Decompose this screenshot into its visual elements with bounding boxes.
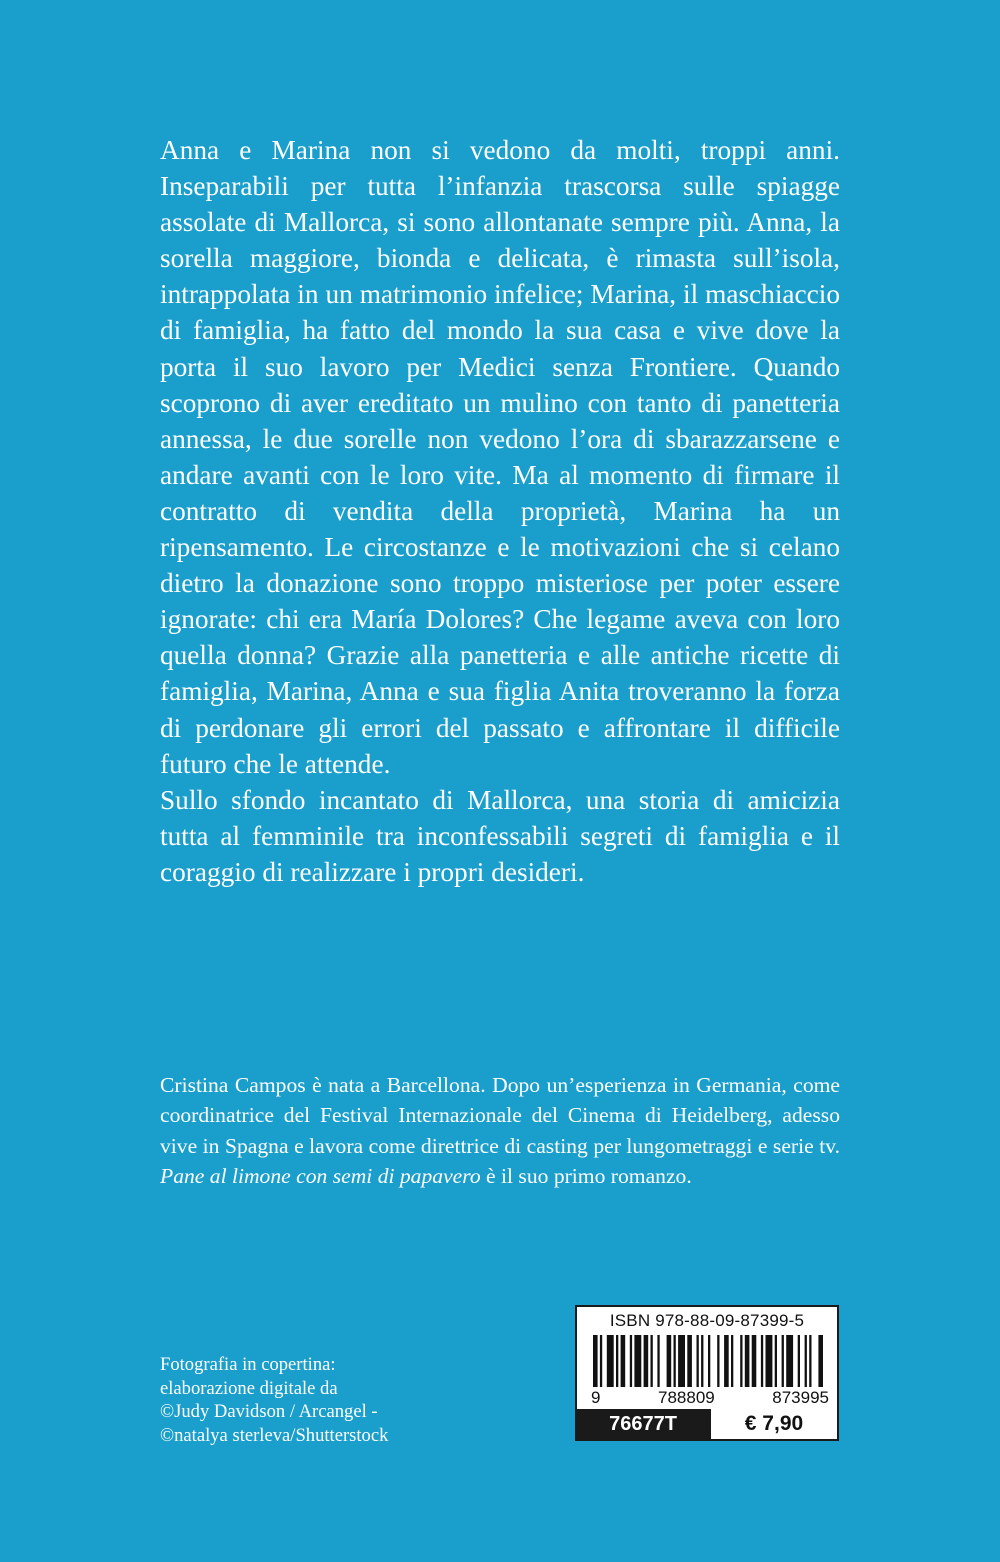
- barcode-bar: [644, 1335, 649, 1387]
- synopsis-paragraph-2: Sullo sfondo incantato di Mallorca, una storia di amicizia tutta al femminile tra inconfessabili segreti di famiglia e il coraggio di realizzare i propri desideri.: [160, 784, 840, 887]
- author-bio: [160, 1070, 840, 1192]
- barcode-bar: [593, 1335, 598, 1387]
- barcode-bar: [786, 1335, 793, 1387]
- credit-line: ©Judy Davidson / Arcangel -: [160, 1401, 378, 1423]
- bio-book-title: Pane al limone con semi di papavero: [160, 1164, 481, 1189]
- barcode-bars: [587, 1335, 827, 1391]
- barcode-bar: [745, 1335, 750, 1387]
- barcode-digit-group: 9: [591, 1388, 601, 1407]
- barcode-bar: [782, 1335, 784, 1387]
- barcode-bar: [775, 1335, 777, 1387]
- credit-line: ©natalya sterleva/Shutterstock: [160, 1424, 389, 1446]
- isbn-barcode-box: [575, 1305, 839, 1441]
- barcode-bar: [621, 1335, 626, 1387]
- barcode-bottom-bar: [577, 1409, 837, 1439]
- isbn-label: ISBN 978-88-09-87399-5: [609, 1311, 805, 1330]
- barcode-bar: [724, 1335, 729, 1387]
- barcode-bar: [818, 1335, 823, 1387]
- book-synopsis: [160, 132, 840, 890]
- barcode-bar: [731, 1335, 733, 1387]
- barcode-bar: [674, 1335, 676, 1387]
- barcode-bar: [805, 1335, 807, 1387]
- barcode-bar: [809, 1335, 811, 1387]
- barcode-digit-group: 788809: [658, 1388, 715, 1407]
- barcode-bar: [651, 1335, 653, 1387]
- barcode-bar: [740, 1335, 742, 1387]
- credit-line: Fotografia in copertina:: [160, 1354, 336, 1375]
- barcode-bar: [616, 1335, 618, 1387]
- author-bio-paragraph: [160, 1070, 840, 1192]
- credit-line: elaborazione digitale da: [160, 1377, 338, 1399]
- barcode-bar: [708, 1335, 710, 1387]
- barcode-bar: [667, 1335, 672, 1387]
- cover-photo-credits: [160, 1353, 460, 1447]
- barcode-digits: [591, 1388, 829, 1408]
- barcode-bar: [687, 1335, 692, 1387]
- barcode-bar: [701, 1335, 703, 1387]
- product-code: 76677T: [577, 1409, 709, 1439]
- price-label: € 7,90: [709, 1409, 837, 1439]
- barcode-bar: [607, 1335, 614, 1387]
- barcode-bar: [630, 1335, 632, 1387]
- synopsis-paragraph-1: Anna e Marina non si vedono da molti, troppi anni. Inseparabili per tutta l’infanzia trascorsa sulle spiagge assolate di Mallorca, si sono allontanate sempre più. Anna, la sorella maggiore, bionda e delicata, è rimasta sull’isola, intrappolata in un matrimonio infelice; Marina, il maschiaccio di famiglia, ha fatto del mondo la sua casa e vive dove la porta il suo lavoro per Medici senza Frontiere. Quando scoprono di aver ereditato un mulino con tanto di panetteria annessa, le due sorelle non vedono l’ora di sbarazzarsene e andare avanti con le loro vite. Ma al momento di firmare il contratto di vendita della proprietà, Marina ha un ripensamento. Le circostanze e le motivazioni che si celano dietro la donazione sono troppo misteriose per poter essere ignorate: chi era María Dolores? Che legame aveva con loro quella donna? Grazie alla panetteria e alle antiche ricette di famiglia, Marina, Anna e sua figlia Anita troveranno la forza di perdonare gli errori del passato e affrontare il difficile futuro che le attende.: [160, 135, 840, 779]
- barcode-bar: [752, 1335, 757, 1387]
- barcode-digit-group: 873995: [772, 1388, 829, 1407]
- barcode-bar: [600, 1335, 602, 1387]
- barcode-bar: [761, 1335, 763, 1387]
- barcode-bar: [717, 1335, 719, 1387]
- bio-text-before: Cristina Campos è nata a Barcellona. Dopo un’esperienza in Germania, come coordinatrice del Festival Internazionale del Cinema di Heidelberg, adesso vive in Spagna e lavora come direttrice di casting per lungometraggi e serie tv.: [160, 1073, 840, 1158]
- barcode-bar: [798, 1335, 800, 1387]
- barcode-bar: [766, 1335, 773, 1387]
- barcode-bar: [678, 1335, 685, 1387]
- barcode-bar: [657, 1335, 659, 1387]
- bio-text-after: è il suo primo romanzo.: [480, 1164, 692, 1189]
- barcode-bar: [697, 1335, 699, 1387]
- barcode-bar: [634, 1335, 641, 1387]
